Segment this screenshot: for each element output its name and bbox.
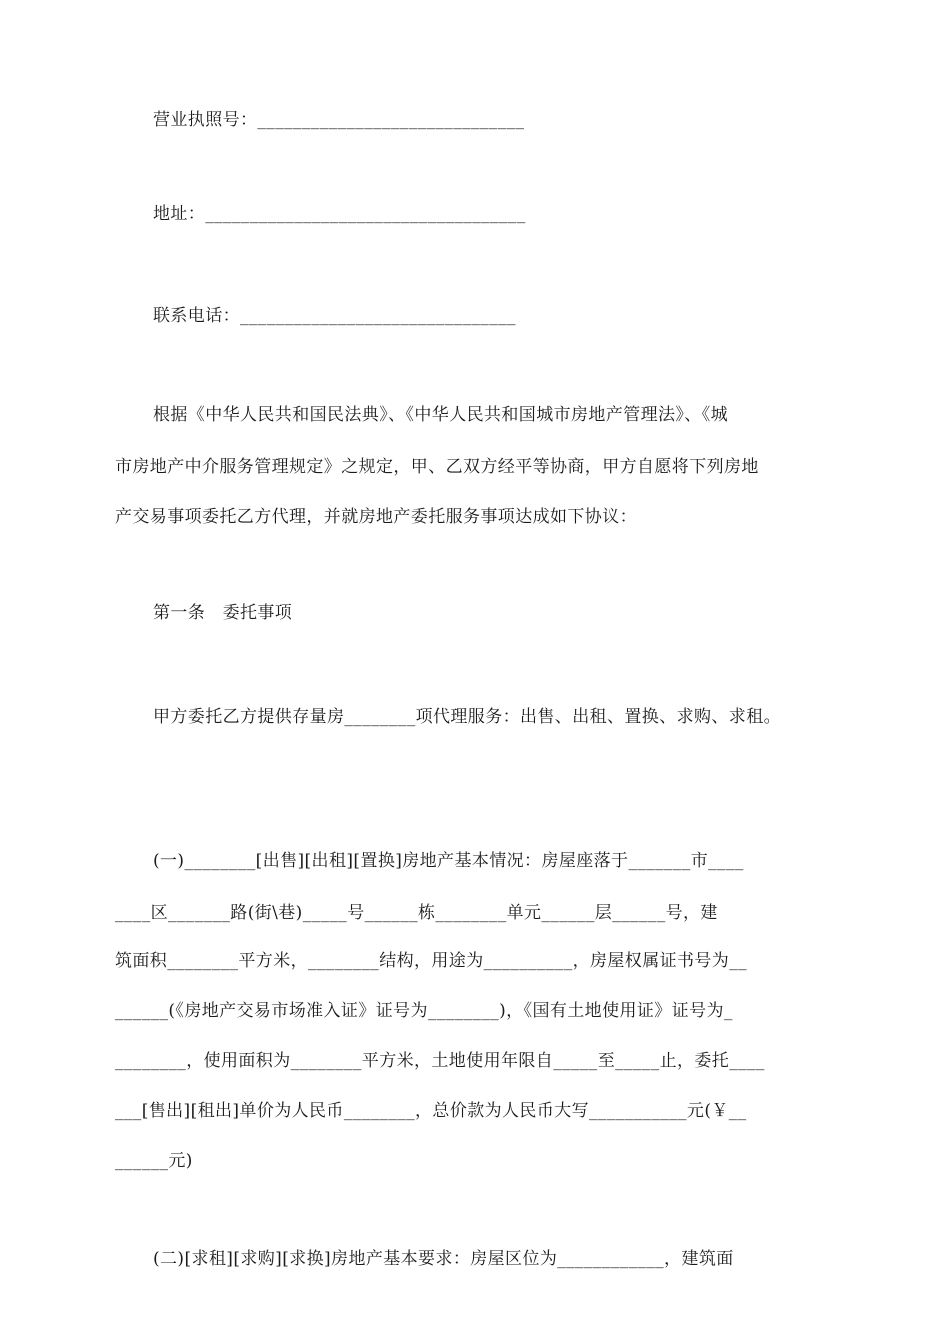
item-line: (二)[求租][求购][求换]房地产基本要求：房屋区位为____________，建筑面 bbox=[153, 1249, 734, 1269]
article-intro: 甲方委托乙方提供存量房________项代理服务：出售、出租、置换、求购、求租。 bbox=[153, 707, 781, 727]
item-line: (一)________[出售][出租][置换]房地产基本情况：房屋座落于_______市____ bbox=[153, 851, 744, 871]
phone-field: 联系电话：_______________________________ bbox=[153, 306, 516, 326]
preamble-line: 根据《中华人民共和国民法典》、《中华人民共和国城市房地产管理法》、《城 bbox=[153, 405, 728, 425]
item-line: ______元) bbox=[115, 1151, 193, 1171]
item-line: ______(《房地产交易市场准入证》证号为________)，《国有土地使用证》证号为_ bbox=[115, 1001, 733, 1021]
business-license-field: 营业执照号：______________________________ bbox=[153, 110, 525, 130]
item-line: ___[售出][租出]单价为人民币________，总价款为人民币大写___________元(￥__ bbox=[115, 1101, 747, 1121]
item-line: ________，使用面积为________平方米，土地使用年限自_____至_____止，委托____ bbox=[115, 1051, 765, 1071]
address-field: 地址：____________________________________ bbox=[153, 204, 526, 224]
preamble-line: 产交易事项委托乙方代理，并就房地产委托服务事项达成如下协议： bbox=[115, 507, 637, 527]
preamble-line: 市房地产中介服务管理规定》之规定，甲、乙双方经平等协商，甲方自愿将下列房地 bbox=[115, 457, 759, 477]
item-line: 筑面积________平方米，________结构，用途为__________，房屋权属证书号为__ bbox=[115, 951, 747, 971]
item-line: ____区_______路(街\巷)_____号______栋________单元______层______号，建 bbox=[115, 903, 718, 923]
article-heading: 第一条 委托事项 bbox=[153, 603, 293, 623]
